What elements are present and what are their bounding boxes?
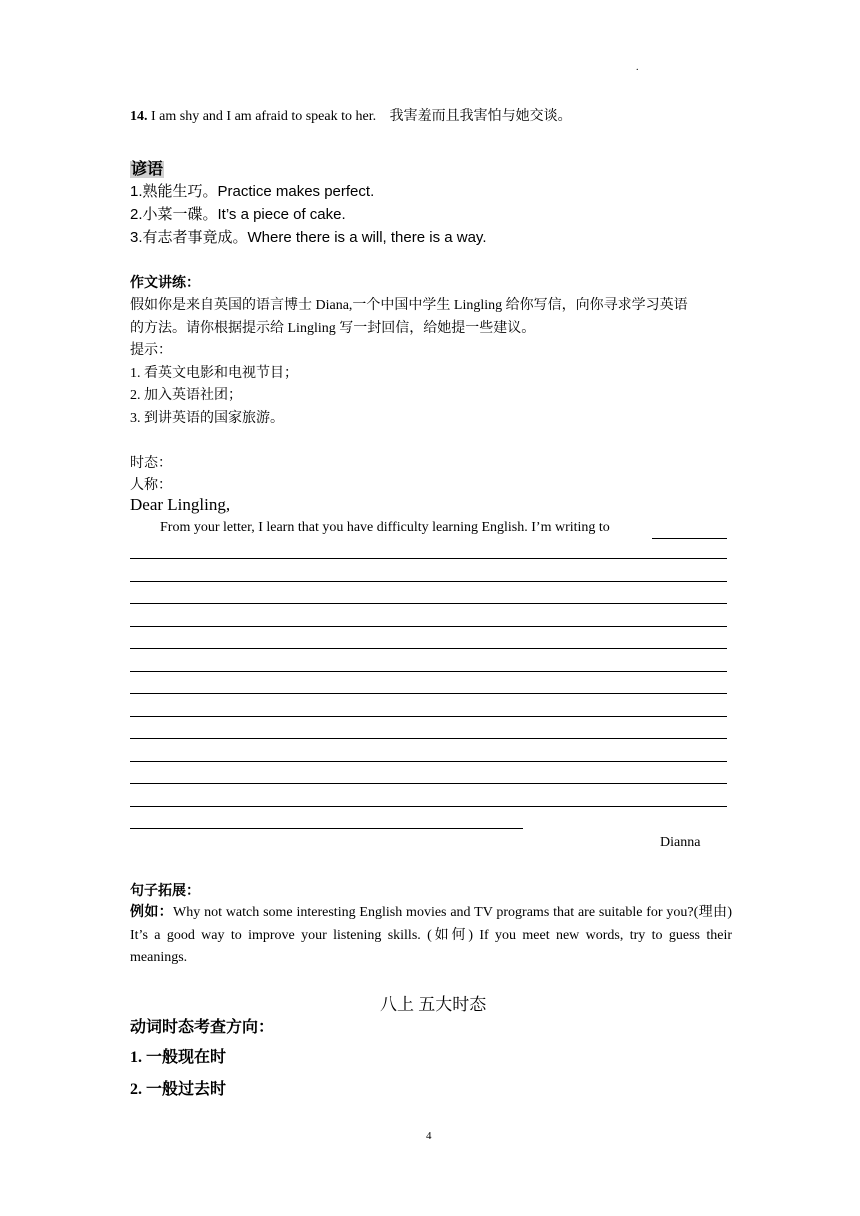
answer-line [130,603,727,604]
hint-item: 2. 加入英语社团； [130,388,242,403]
answer-line [130,581,727,582]
proverb-item: 2.小菜一碟。It’s a piece of cake. [130,206,346,223]
answer-line [130,626,727,627]
example-label: 例如： [130,905,174,920]
answer-line [130,558,727,559]
page-mark: . [636,62,639,73]
letter-salutation: Dear Lingling, [130,495,231,514]
section-title: 八上 五大时态 [380,995,487,1014]
writing-prompt-line: 的方法。请你根据提示给 Lingling 写一封回信，给她提一些建议。 [130,321,536,336]
answer-line [130,761,727,762]
answer-line [130,806,727,807]
proverbs-heading-text: 谚语 [131,161,164,178]
answer-line [130,648,727,649]
writing-prompt-line: 假如你是来自英国的语言博士 Diana,一个中国中学生 Lingling 给你写信，向你寻求学习英语 [130,298,688,313]
tense-item: 2. 一般过去时 [130,1081,227,1098]
answer-line [130,716,727,717]
answer-line [130,828,523,829]
example-text: Why not watch some interesting English movies and TV programs that are suitable for you?(理由) It’s a good way to improve your listening skills. (如何) If you meet new words, try to guess their meanings. [130,905,732,965]
proverbs-heading [130,156,164,179]
answer-blank [652,538,727,539]
item-14 [130,105,572,125]
letter-signature: Dianna [660,835,701,850]
tense-item: 1. 一般现在时 [130,1049,227,1066]
answer-line [130,738,727,739]
answer-line [130,671,727,672]
expansion-heading: 句子拓展： [130,884,200,899]
expansion-example [130,902,732,970]
hints-label: 提示： [130,343,172,358]
answer-line [130,783,727,784]
proverb-item: 1.熟能生巧。Practice makes perfect. [130,183,375,200]
section-subheading: 动词时态考查方向： [130,1019,275,1036]
hint-item: 1. 看英文电影和电视节目； [130,366,298,381]
letter-opening: From your letter, I learn that you have difficulty learning English. I’m writing to [160,520,610,535]
page-number: 4 [426,1130,432,1142]
tense-label: 时态： [130,456,172,471]
item-english: I am shy and I am afraid to speak to her. [151,109,377,124]
person-label: 人称： [130,478,172,493]
hint-item: 3. 到讲英语的国家旅游。 [130,411,284,426]
item-number: 14. [130,109,148,124]
answer-line [130,693,727,694]
item-chinese: 我害羞而且我害怕与她交谈。 [389,109,572,124]
writing-heading: 作文讲练： [130,276,200,291]
proverb-item: 3.有志者事竟成。Where there is a will, there is a way. [130,229,487,246]
